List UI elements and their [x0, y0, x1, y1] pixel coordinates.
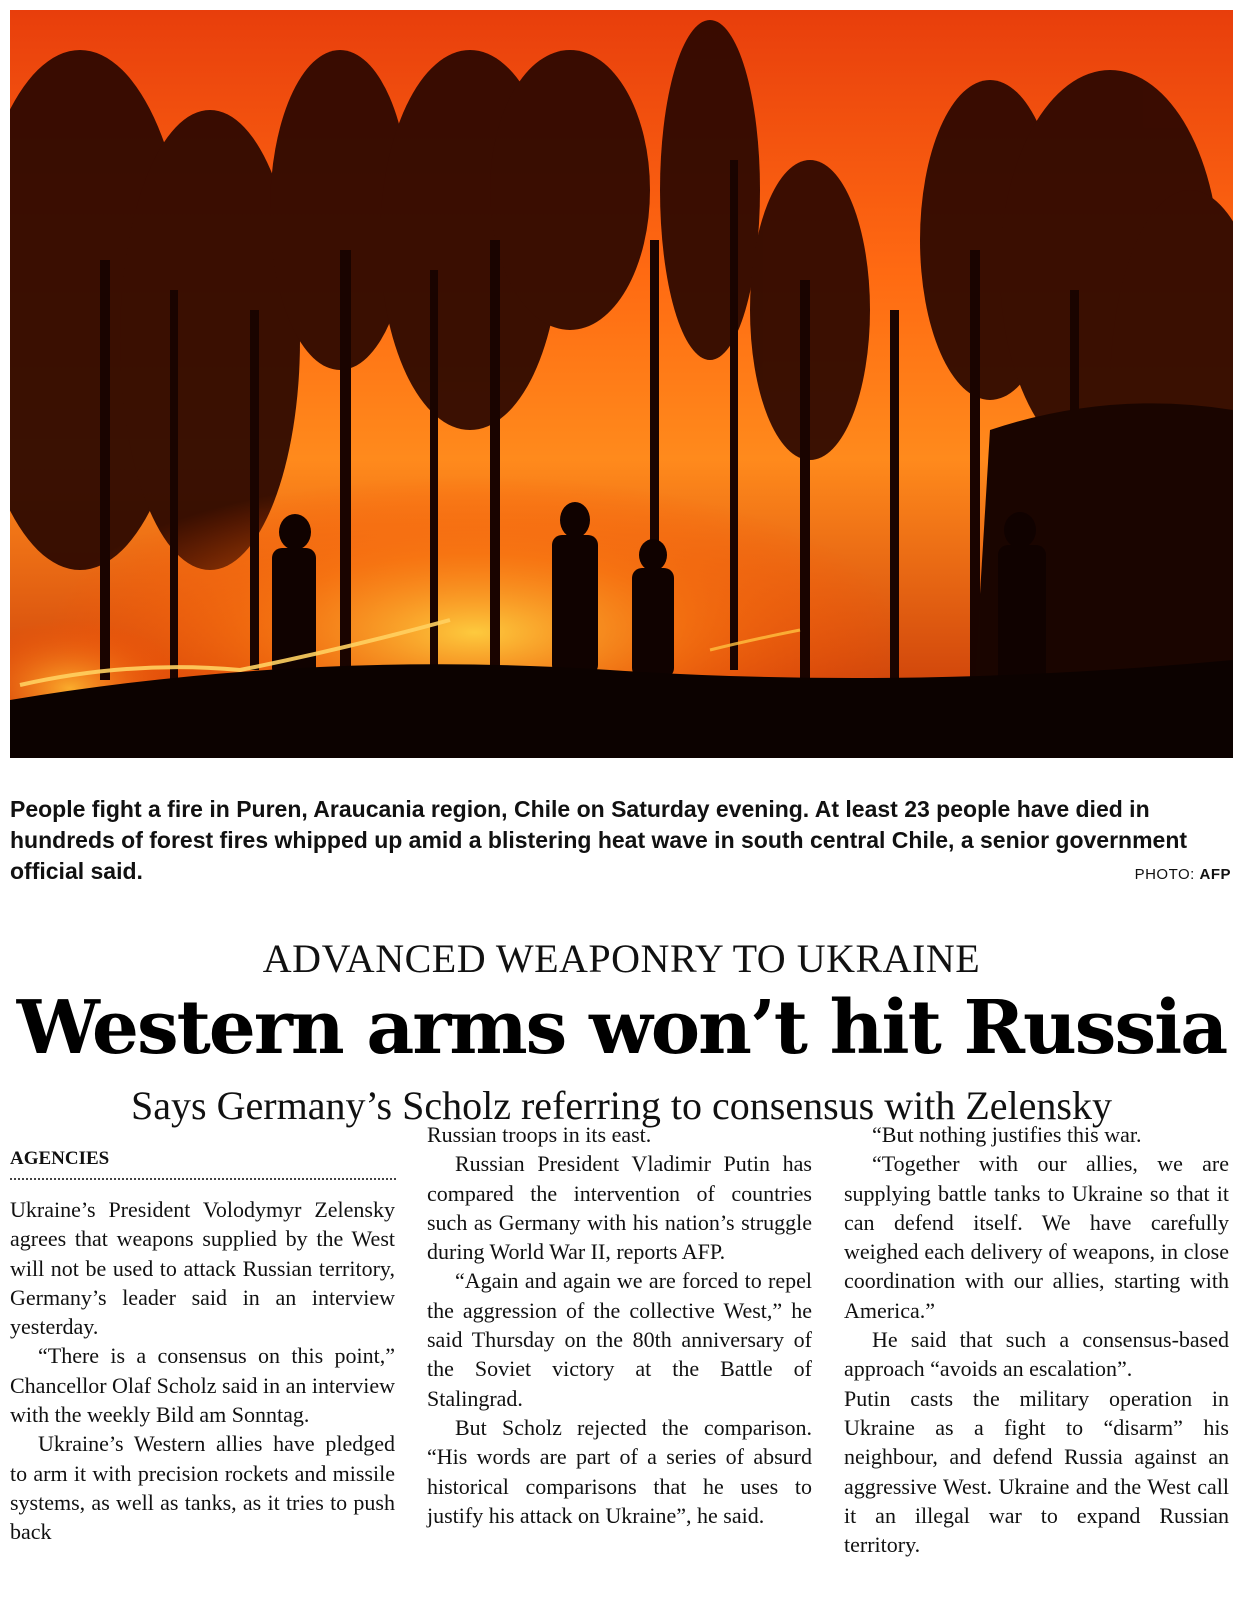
credit-source: AFP [1199, 866, 1231, 883]
caption-text: People fight a fire in Puren, Araucania region, Chile on Saturday evening. At least 23 people have died in hundreds of forest fires whipped up amid a blistering heat wave in south central Chile, a senior government official said. [10, 796, 1188, 884]
paragraph: “Together with our allies, we are supplying battle tanks to Ukraine so that it can defend itself. We have carefully weighed each delivery of weapons, in close coordination with our allies, starting with America.” [844, 1151, 1229, 1323]
forest-fire-photo [10, 10, 1233, 758]
paragraph: “But nothing justifies this war. [872, 1122, 1142, 1147]
article-headline: Western arms won’t hit Russia [16, 985, 1227, 1071]
paragraph: He said that such a consensus-based approach “avoids an escalation”. [844, 1327, 1229, 1382]
paragraph: Russian troops in its east. [427, 1122, 652, 1147]
article-column-1 [10, 1195, 395, 1547]
credit-label: PHOTO: [1134, 866, 1195, 883]
article-kicker: ADVANCED WEAPONRY TO UKRAINE [262, 936, 981, 981]
article-column-2 [427, 1120, 812, 1530]
byline: AGENCIES [10, 1148, 396, 1180]
paragraph: But Scholz rejected the comparison. “His words are part of a series of absurd historical comparisons that he uses to justify his attack on Ukraine”, he said. [427, 1414, 812, 1528]
paragraph: “Again and again we are forced to repel the aggression of the collective West,” he said Thursday on the 80th anniversary of the Soviet victory at the Battle of Stalingrad. [427, 1268, 812, 1411]
paragraph: “There is a consensus on this point,” Chancellor Olaf Scholz said in an interview with the weekly Bild am Sonntag. [10, 1343, 395, 1428]
photo-credit [1135, 866, 1231, 883]
fire-scene-illustration [10, 10, 1233, 758]
paragraph: Ukraine’s President Volodymyr Zelensky agrees that weapons supplied by the West will not be used to attack Russian territory, Germany’s leader said in an interview yesterday. [10, 1197, 395, 1340]
paragraph: Russian President Vladimir Putin has compared the intervention of countries such as Germany with his nation’s struggle during World War II, reports AFP. [427, 1151, 812, 1265]
paragraph: Ukraine’s Western allies have pledged to arm it with precision rockets and missile systems, as well as tanks, as it tries to push back [10, 1431, 395, 1545]
article-column-3 [844, 1120, 1229, 1559]
photo-caption [10, 794, 1233, 887]
article-subhead: Says Germany’s Scholz referring to consensus with Zelensky [131, 1083, 1112, 1128]
paragraph: Putin casts the military operation in Ukraine as a fight to “disarm” his neighbour, and defend Russia against an aggressive West. Ukraine and the West call it an illegal war to expand Russian territory. [844, 1385, 1229, 1558]
